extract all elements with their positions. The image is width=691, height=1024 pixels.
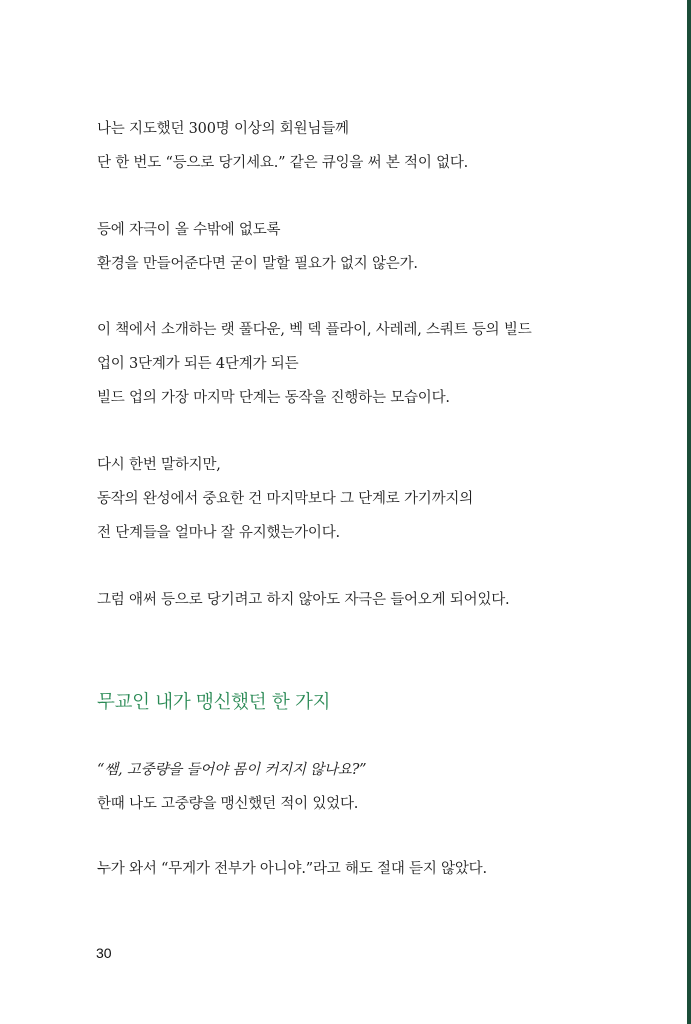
body-text-line: 전 단계들을 얼마나 잘 유지했는가이다. <box>97 525 340 541</box>
body-text-line: 환경을 만들어준다면 굳이 말할 필요가 없지 않은가. <box>97 256 418 272</box>
body-text-line: 나는 지도했던 300명 이상의 회원님들께 <box>97 121 349 137</box>
body-text-line: 업이 3단계가 되든 4단계가 되든 <box>97 356 299 372</box>
body-text-line: 단 한 번도 “등으로 당기세요.” 같은 큐잉을 써 본 적이 없다. <box>97 155 469 171</box>
body-text-line: 다시 한번 말하지만, <box>97 457 221 473</box>
section-paragraph <box>97 852 657 886</box>
body-text-line: 그럼 애써 등으로 당기려고 하지 않아도 자극은 들어오게 되어있다. <box>97 592 510 608</box>
page-edge-bar <box>687 0 691 1024</box>
quote-line: “쌤, 고중량을 들어야 몸이 커지지 않나요?” <box>97 762 367 778</box>
body-text-line: 등에 자극이 올 수밖에 없도록 <box>97 222 281 238</box>
section-intro <box>97 753 657 821</box>
body-text-line: 동작의 완성에서 중요한 건 마지막보다 그 단계로 가기까지의 <box>97 491 474 507</box>
body-text-line: 한때 나도 고중량을 맹신했던 적이 있었다. <box>97 796 359 812</box>
paragraph-2 <box>97 213 657 281</box>
body-text-line: 누가 와서 “무게가 전부가 아니야.”라고 해도 절대 듣지 않았다. <box>97 861 487 877</box>
paragraph-3 <box>97 313 657 415</box>
paragraph-4 <box>97 448 657 550</box>
paragraph-5 <box>97 583 657 617</box>
page-number: 30 <box>96 945 112 961</box>
section-heading: 무교인 내가 맹신했던 한 가지 <box>97 692 331 713</box>
body-text-line: 이 책에서 소개하는 랫 풀다운, 벡 덱 플라이, 사레레, 스쿼트 등의 빌드 <box>97 322 532 338</box>
paragraph-1 <box>97 112 657 180</box>
body-text-line: 빌드 업의 가장 마지막 단계는 동작을 진행하는 모습이다. <box>97 390 450 406</box>
